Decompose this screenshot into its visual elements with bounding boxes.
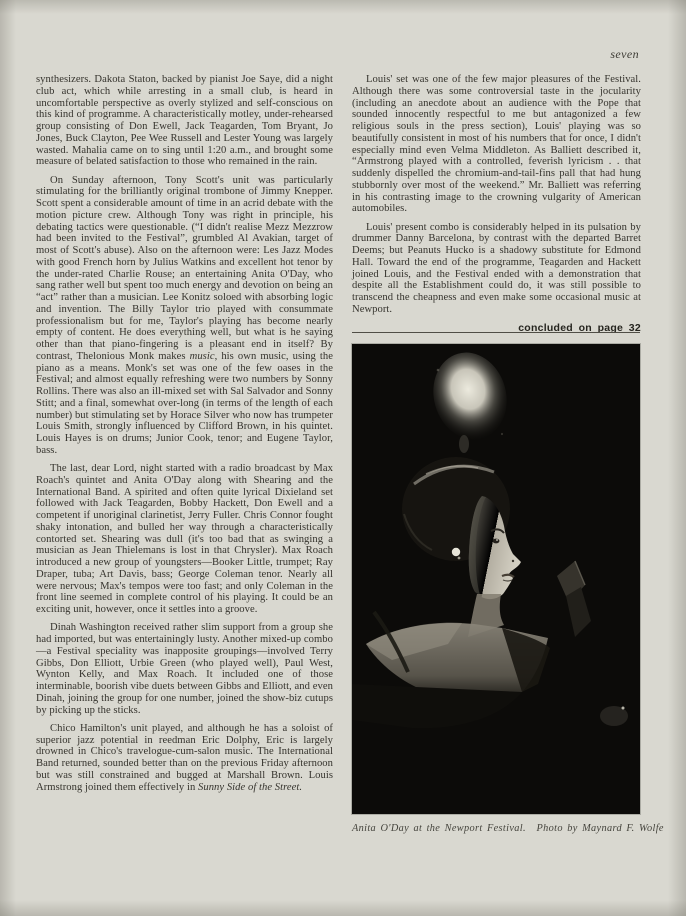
left-column (36, 74, 333, 800)
italic-song-title: Sunny Side of the Street. (198, 781, 303, 793)
paragraph-text: Chico Hamilton's unit played, and although he has a soloist of superior jazz potential in reedman Eric Dolphy, Eric is largely drowned in Chico's travelogue-cum-salon music. The International Band returned, sounded better than on the previous Friday afternoon but was still constrained and bugged at Marshall Brown. Louis Armstrong joined them effectively in (36, 722, 333, 793)
photo-anita-oday (352, 344, 664, 834)
paragraph-louis-combo (352, 222, 641, 316)
paragraph-last-night (36, 463, 333, 616)
paragraph-dakota-staton (36, 74, 333, 168)
italic-word-music: music (189, 350, 215, 362)
page-number: seven (610, 47, 639, 61)
anita-oday-photo-graphic (352, 344, 640, 814)
paragraph-dinah-washington (36, 622, 333, 716)
paragraph-chico-hamilton (36, 723, 333, 794)
section-divider-rule (352, 332, 640, 333)
photo-caption: Anita O'Day at the Newport Festival. Photo by Maynard F. Wolfe (352, 823, 664, 834)
right-column (352, 74, 664, 834)
paragraph-text: synthesizers. Dakota Staton, backed by pianist Joe Saye, did a night club act, which while arresting in a small club, is heard in uncomfortable perspective as overly stylized and self-conscious on this kind of programme. A characteristically motley, under-rehearsed group consisting of Don Ewell, Jack Teagarden, Tom Bryant, Jo Jones, Buck Clayton, Pee Wee Russell and Lester Young was largely wasted. Mahalia came on to sing until 1:20 a.m., and brought some measure of belated satisfaction to those who remained in the rain. (36, 74, 333, 168)
photo-section (352, 332, 664, 834)
paragraph-sunday-afternoon (36, 175, 333, 457)
paragraph-text: Louis' set was one of the few major pleasures of the Festival. Although there was some controversial taste in the jocularity (including an anecdote about an audience with the Pope that sounded innocently respectful to me but antagonized a few religious souls in the press section), Louis' playing was so beautifully consistent in most of his numbers that for once, I didn't especially mind even Velma Middleton. As Balliett described it, “Armstrong played with a controlled, feverish lyricism . . that suddenly dispelled the chromium-and-tail-fins pall that had hung stubbornly over most of the weekend.” Mr. Balliett was referring in his contrasting image to the crowning vulgarity of American automobiles. (352, 74, 641, 215)
paragraph-text: The last, dear Lord, night started with a radio broadcast by Max Roach's quintet and Anita O'Day along with Shearing and the International Band. A spirited and often quite lyrical Dixieland set followed with Jack Teagarden, Bobby Hackett, Don Ewell and a competent if unoriginal clarinetist, Jerry Fuller. Chris Connor fought shaky intonation, and bulled her way through a characteristically contorted set. Shearing was dull (it's too bad that as swinging a musician as Jean Thielemans is lost in that Chrysler). Max Roach introduced a new group of youngsters—Booker Little, trumpet; Ray Draper, tuba; Art Davis, bass; George Coleman tenor. Nearly all were nervous; Max's tempos were too fast; and only Coleman in the front line seemed in complete control of his playing. It could be an exciting unit, however, once it settles into a groove. (36, 463, 333, 615)
paragraph-text: Dinah Washington received rather slim support from a group she had imported, but was entertainingly lusty. Another mixed-up combo—a Festival speciality was inapposite groupings—involved Terry Gibbs, Don Elliott, Urbie Green (who played well), Paul West, Wynton Kelly, and Max Roach. It included one of those interminable, boorish vibe duets between Gibbs and Elliott, and even Dinah, joining the group for one number, joined the show-biz cutups by picking up the sticks. (36, 622, 333, 716)
earring (452, 548, 460, 556)
paragraph-louis-set (352, 74, 641, 215)
photo-image (352, 344, 640, 814)
concluded-note: concluded on page 32 (518, 322, 641, 334)
paragraph-text: Louis' present combo is considerably helped in its pulsation by drummer Danny Barcelona, by contrast with the departed Barret Deems; but Peanuts Hucko is a shadowy substitute for Edmond Hall. Toward the end of the programme, Teagarden and Hackett joined Louis, and the Festival ended with a demonstration that despite all the Establishment could do, it was still possible to transcend the cheapness and even make some occasional music at Newport. (352, 221, 641, 315)
paragraph-text: , his own music, using the piano as a means. Monk's set was one of the few oases in the Festival; and almost equally refreshing were two numbers by Sonny Rollins. There was also an ill-mixed set with Sal Salvador and Sonny Stitt; and a final, somewhat over-long (in terms of the length of each number) but stimulating set by Horace Silver who now has trumpeter Louis Smith, strongly influenced by Clifford Brown, in his quintet. Louis Hayes is on drums; Junior Cook, tenor; and Eugene Taylor, bass. (36, 350, 333, 456)
paragraph-text: On Sunday afternoon, Tony Scott's unit was particularly stimulating for the brilliantly original trombone of Jimmy Knepper. Scott spent a considerable amount of time in an acrid debate with the motion picture crew. Although Tony was right in principle, his debating tactics were questionable. (“I didn't realise Mezz Mezzrow had been invited to the Festival”, grumbled Al Avakian, target of most of Scott's abuse). Also on the afternoon were: Les Jazz Modes with good French horn by Julius Watkins and excellent hot tenor by the under-rated Charlie Rouse; an entertaining Anita O'Day, who sang rather well but spent too much energy and devotion on being an “act” rather than a musician. Lee Konitz soloed with absorbing logic and invention. The Billy Taylor trio played with consummate professionalism but for me, Taylor's playing has become nearly empty of content. He does everything well, but what is he saying other than that piano-fingering is a pleasant end in itself? By contrast, Thelonious Monk makes (36, 174, 333, 362)
